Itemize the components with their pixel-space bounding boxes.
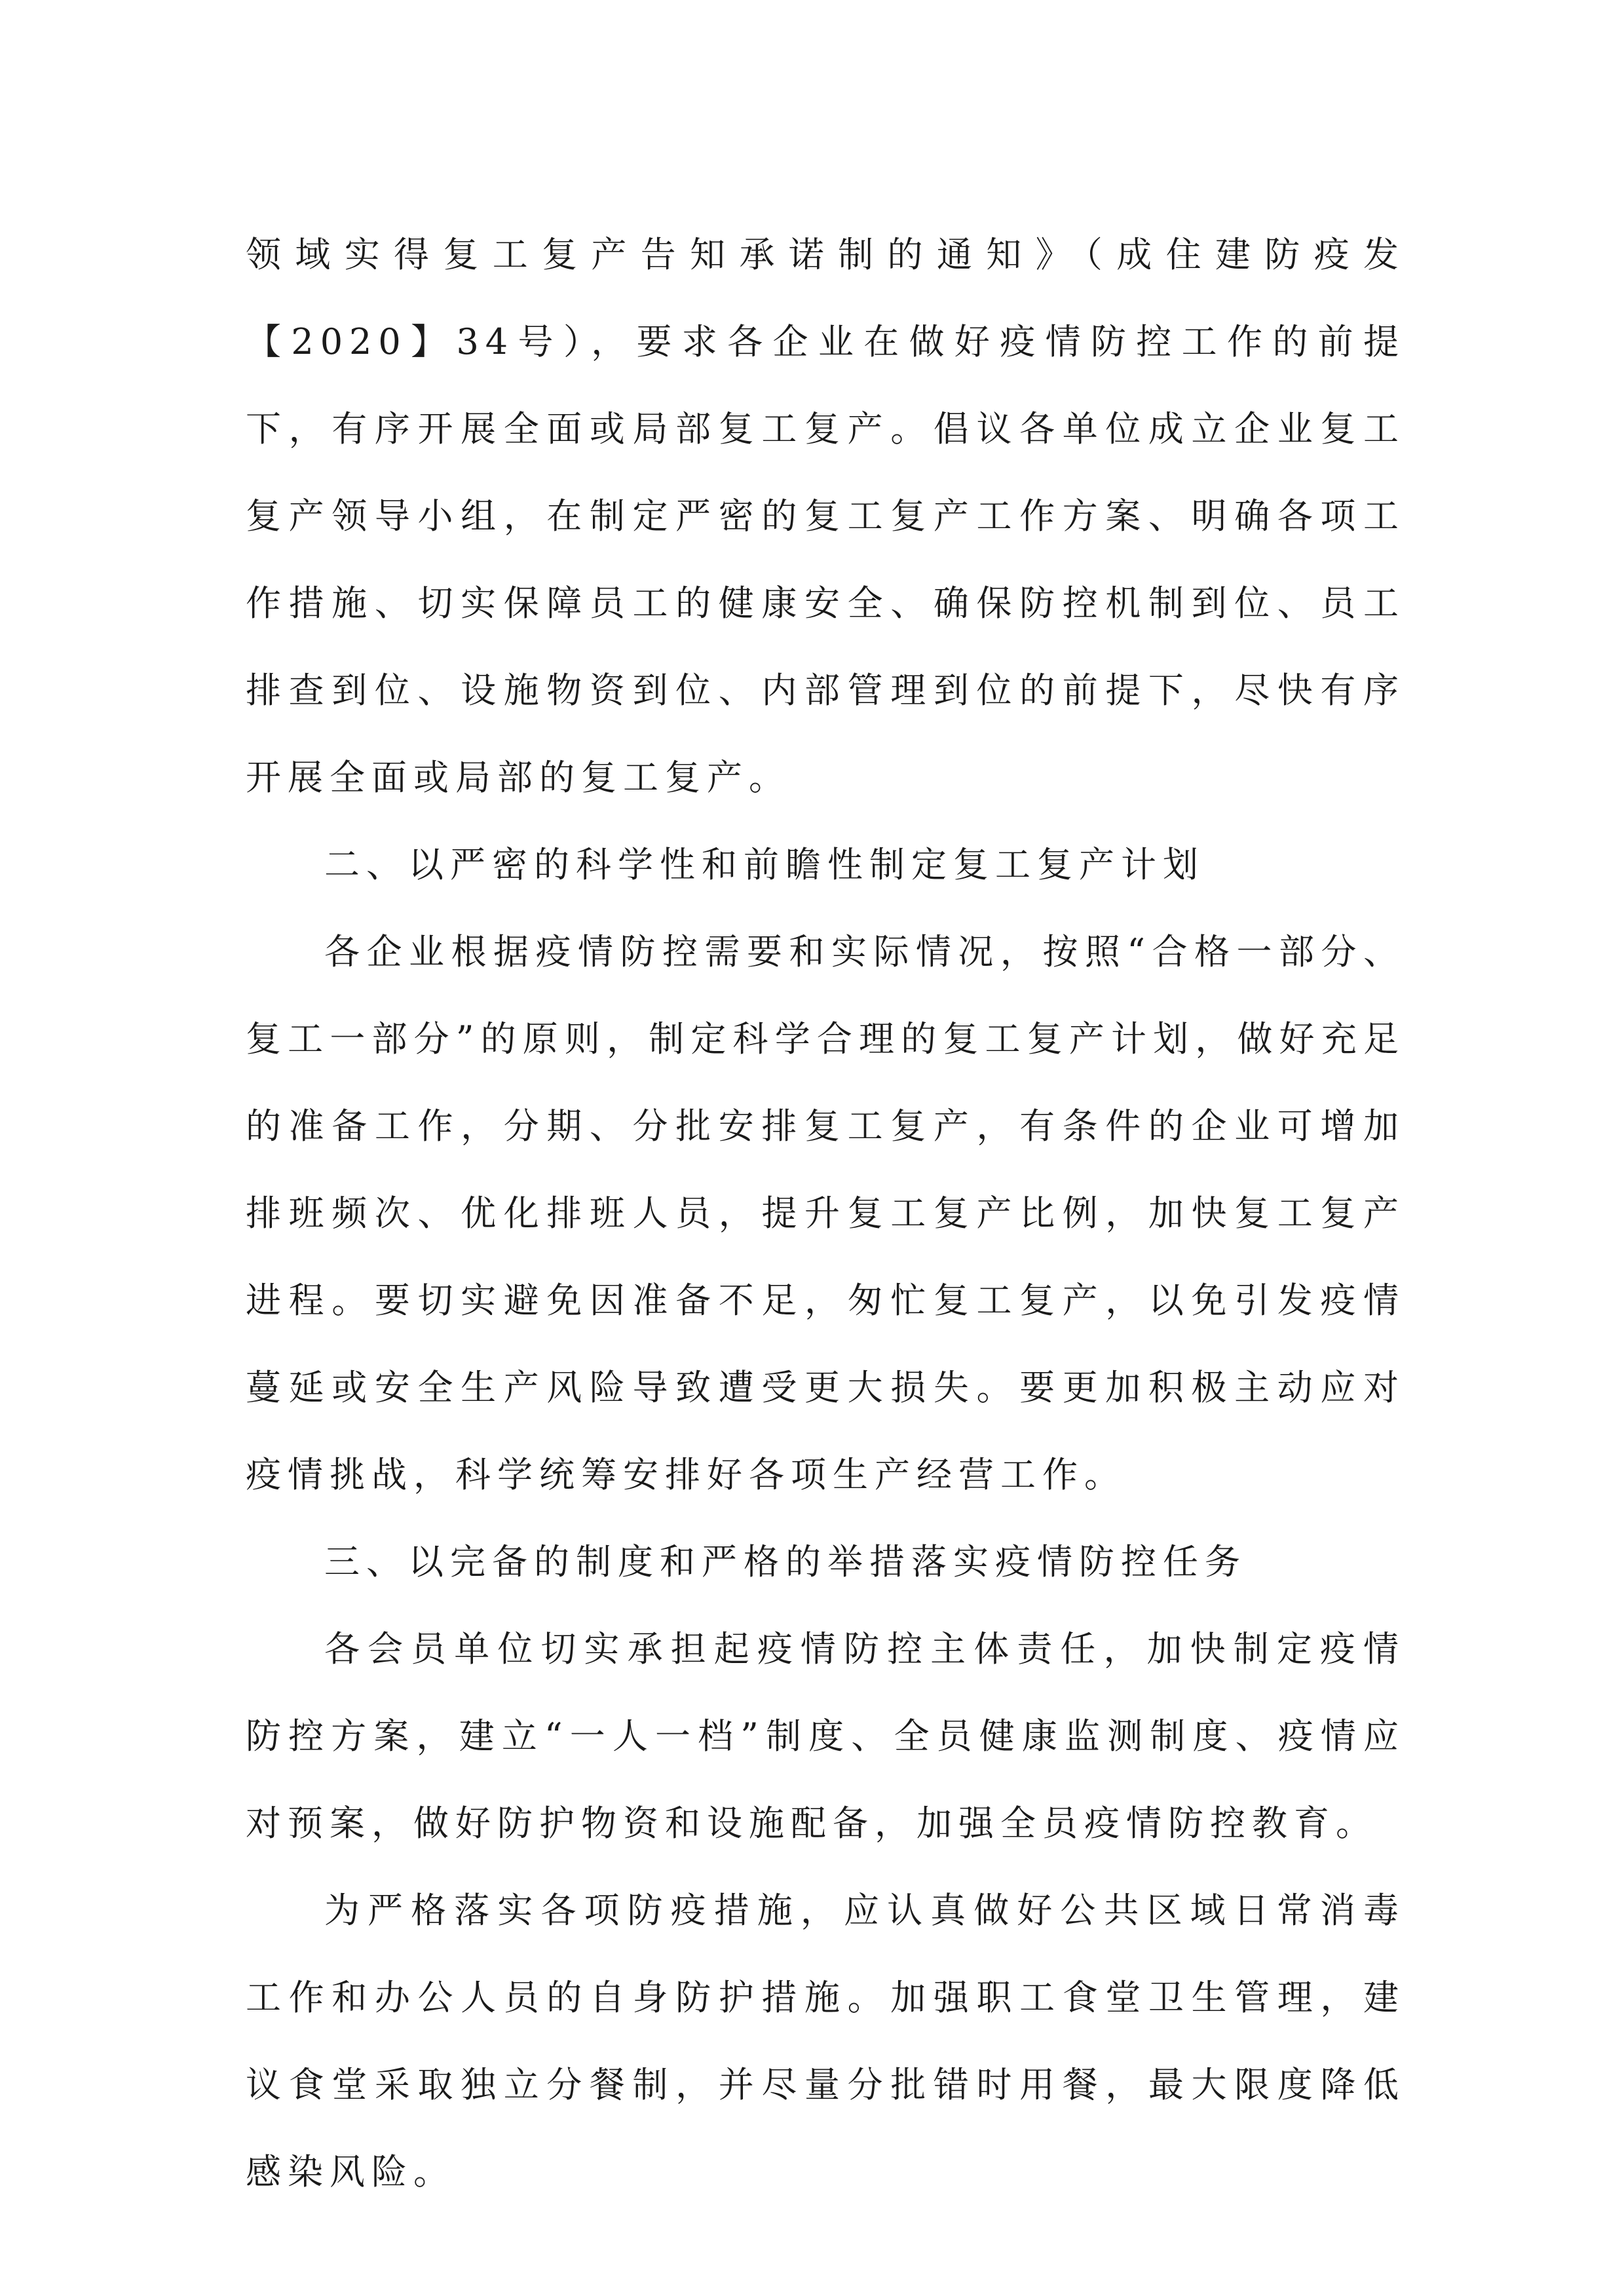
section-heading-2: 二、以严密的科学性和前瞻性制定复工复产计划 [324, 844, 1205, 885]
paragraph-disinfection-measures: 为严格落实各项防疫措施，应认真做好公共区域日常消毒工作和办公人员的自身防护措施。加强职工食堂卫生管理，建议食堂采取独立分餐制，并尽量分批错时用餐，最大限度降低感染风险。 [246, 1890, 1405, 2192]
document-body [246, 211, 1405, 2215]
paragraph-continuation: 领域实得复工复产告知承诺制的通知》（成住建防疫发【2020】34号），要求各企业在做好疫情防控工作的前提下，有序开展全面或局部复工复产。倡议各单位成立企业复工复产领导小组，在制定严密的复工复产工作方案、明确各项工作措施、切实保障员工的健康安全、确保防控机制到位、员工排查到位、设施物资到位、内部管理到位的前提下，尽快有序开展全面或局部的复工复产。 [246, 234, 1405, 798]
paragraph-prevention-responsibility: 各会员单位切实承担起疫情防控主体责任，加快制定疫情防控方案，建立“一人一档”制度、全员健康监测制度、疫情应对预案，做好防护物资和设施配备，加强全员疫情防控教育。 [246, 1628, 1405, 1844]
section-heading-3: 三、以完备的制度和严格的举措落实疫情防控任务 [324, 1541, 1247, 1582]
paragraph-production-plan: 各企业根据疫情防控需要和实际情况，按照“合格一部分、复工一部分”的原则，制定科学合理的复工复产计划，做好充足的准备工作，分期、分批安排复工复产，有条件的企业可增加排班频次、优化排班人员，提升复工复产比例，加快复工复产进程。要切实避免因准备不足，匆忙复工复产，以免引发疫情蔓延或安全生产风险导致遭受更大损失。要更加积极主动应对疫情挑战，科学统筹安排好各项生产经营工作。 [246, 931, 1405, 1495]
